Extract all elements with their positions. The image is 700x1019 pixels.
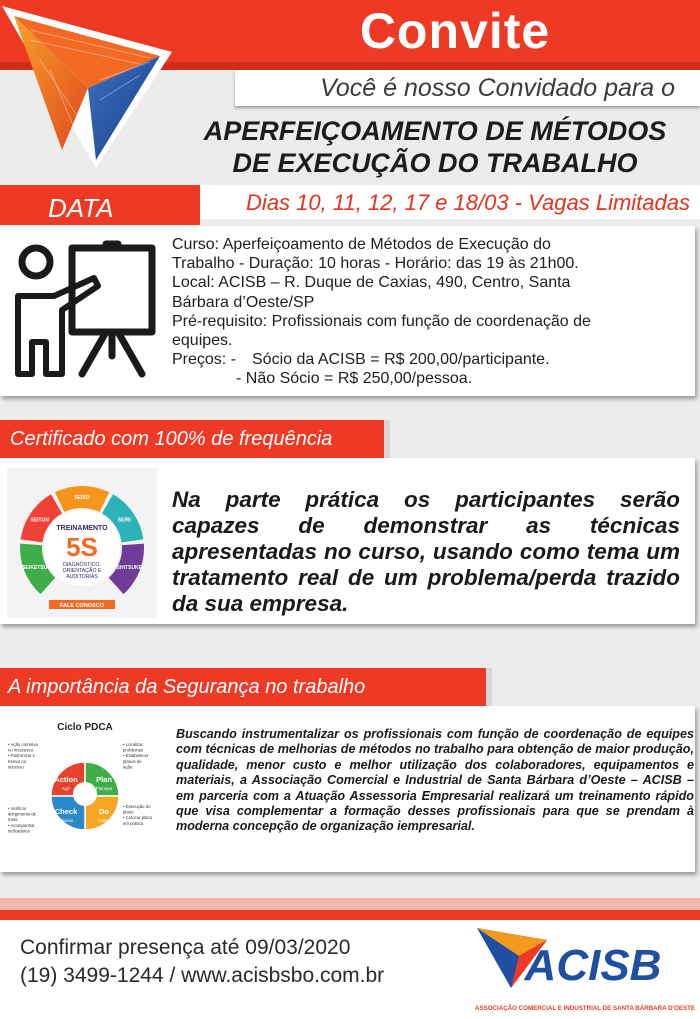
practice-line-5: da sua empresa. <box>172 591 349 616</box>
course-info-text <box>172 235 682 389</box>
price-prefix: Preços: - <box>172 351 237 369</box>
segment-label-seiso: SEISO <box>74 495 90 501</box>
pdca-plan-sub: Planejar <box>95 786 113 791</box>
center-sub-2: ORIENTAÇÃO E <box>62 568 102 574</box>
pdca-cycle-image <box>5 716 165 856</box>
practice-paragraph <box>172 487 680 617</box>
pdca-note: atingimento de <box>8 811 37 817</box>
pdca-note: • Ação corretiva <box>8 742 38 747</box>
pdca-do-sub: Fazer <box>98 818 110 823</box>
course-title-line-2: DE EXECUÇÃO DO TRABALHO <box>232 148 638 178</box>
center-big: 5S <box>66 532 98 562</box>
pdca-note: • Execução do <box>123 804 151 809</box>
practice-line-4: tratamento real de um problema/perda trazido <box>172 565 680 590</box>
triangle-logo-icon <box>0 0 175 178</box>
course-title-line-1: APERFEIÇOAMENTO DE MÉTODOS <box>203 116 667 146</box>
pdca-title: Ciclo PDCA <box>57 722 113 733</box>
footer-stripe-red <box>0 910 700 920</box>
pdca-note: • Estabelecer <box>123 753 149 759</box>
pdca-note: plano <box>123 809 134 815</box>
pdca-note: problemas <box>123 747 144 753</box>
training-5s-graphic <box>7 468 157 618</box>
pdca-note: em prática <box>123 820 144 826</box>
pdca-note: ação <box>123 764 133 770</box>
pdca-note: • Localizar <box>123 742 143 747</box>
acisb-logo-caption: ASSOCIAÇÃO COMERCIAL E INDUSTRIAL DE SANTA BÁRBARA D'OESTE <box>475 1005 695 1012</box>
segment-label-shitsuke: SHITSUKE <box>116 565 142 572</box>
info-line-prerequisite-end: equipes. <box>172 332 233 350</box>
price-member-line <box>172 350 682 369</box>
pdca-action: Action <box>54 775 78 784</box>
certificate-label: Certificado com 100% de frequência <box>10 428 333 450</box>
practice-line-3: apresentadas no curso, usando como tema um <box>172 539 680 564</box>
invite-title: Convite <box>359 3 551 59</box>
info-line-location: Local: ACISB – R. Duque de Caxias, 490, Centro, Santa <box>172 274 571 292</box>
pdca-note: meta <box>8 817 18 823</box>
segment-label-seiketsu: SEIKETSU <box>22 565 48 572</box>
info-line-duration: Trabalho - Duração: 10 horas - Horário: das 19 às 21h00. <box>172 255 579 273</box>
pdca-note: • Padronizar e <box>8 753 36 759</box>
pdca-note: treinar no <box>8 758 27 764</box>
security-label: A importância da Segurança no trabalho <box>8 676 366 698</box>
security-paragraph: Buscando instrumentalizar os profissionais com função de coordenação de equipes com técnicas de melhorias de métodos no trabalho para obtenção de maior produção, qualidade, menor custo e melhor utilização dos colaboradores, equipamentos e materiais, a Associação Comercial e Industrial de Santa Bárbara d’Oeste – ACISB – em parceria com a Atuação Assessoria Empresarial realizará um treinamento rápido que visa complementar a formação desses profissionais para que se prendam à moderna concepção de organização iempresarial. <box>176 727 694 834</box>
invite-subtitle: Você é nosso Convidado para o <box>320 74 675 102</box>
info-line-prerequisite: Pré-requisito: Profissionais com função de coordenação de <box>172 312 591 330</box>
practice-line-2: capazes de demonstrar as técnicas <box>172 513 680 538</box>
acisb-logo-text: ACISB <box>524 941 662 990</box>
price-nonmember: - Não Sócio = R$ 250,00/pessoa. <box>236 370 473 388</box>
confirm-presence: Confirmar presença até 09/03/2020 <box>20 936 351 959</box>
teacher-presentation-icon <box>10 238 160 378</box>
price-member: Sócio da ACISB = R$ 200,00/participante. <box>252 351 550 369</box>
acisb-logo <box>475 922 695 1017</box>
date-label: DATA <box>48 193 114 223</box>
fale-conosco-label: FALE CONOSCO <box>59 603 105 609</box>
training-5s-image <box>7 468 157 618</box>
footer-stripe-light <box>0 898 700 910</box>
center-title: TREINAMENTO <box>56 525 108 532</box>
pdca-do: Do <box>99 807 109 816</box>
course-title <box>170 115 700 179</box>
pdca-plan: Plan <box>96 775 112 784</box>
pdca-note: indicadores <box>8 828 30 834</box>
pdca-check: Check <box>54 807 78 816</box>
info-line-course: Curso: Aperfeiçoamento de Métodos de Execução do <box>172 236 551 253</box>
info-line-city: Bárbara d’Oeste/SP <box>172 293 315 311</box>
date-text: Dias 10, 11, 12, 17 e 18/03 - Vagas Limitadas <box>246 190 690 215</box>
pdca-note: • Colocar plano <box>123 815 153 821</box>
pdca-note: • Acompanhar <box>8 822 35 828</box>
phone-website: (19) 3499-1244 / www.acisbsbo.com.br <box>20 964 385 987</box>
pdca-action-sub: Agir <box>61 786 71 791</box>
segment-label-seiton: SEITON <box>30 517 49 524</box>
pdca-check-sub: Checar <box>58 818 74 823</box>
pdca-note: planos de <box>123 758 142 764</box>
segment-label-seiri: SEIRI <box>117 517 131 524</box>
center-sub-3: AUDITORIAS <box>66 574 98 580</box>
pdca-note: • Verificar <box>8 806 27 811</box>
footer-contact <box>20 934 384 990</box>
center-sub-1: DIAGNÓSTICO, <box>63 562 101 568</box>
practice-line-1: Na parte prática os participantes serão <box>172 487 680 512</box>
pdca-note: no insucesso <box>8 747 34 753</box>
pdca-note: sucesso <box>8 764 24 770</box>
pdca-graphic <box>5 716 165 856</box>
